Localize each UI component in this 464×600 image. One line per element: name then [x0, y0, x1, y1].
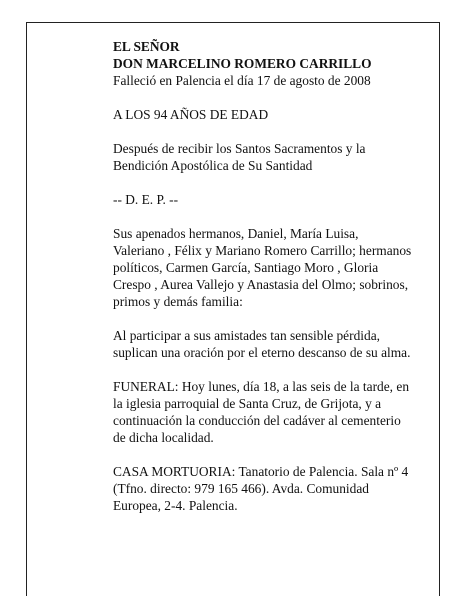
obituary-notice [113, 38, 423, 531]
mortuary-line: Europea, 2-4. Palencia. [113, 498, 238, 513]
prayer-line: suplican una oración por el eterno descanso de su alma. [113, 345, 411, 360]
family-line: primos y demás familia: [113, 294, 243, 309]
family-line: Crespo , Aurea Vallejo y Anastasia del Olmo; sobrinos, [113, 277, 409, 292]
prayer-paragraph [113, 327, 423, 361]
family-line: Sus apenados hermanos, Daniel, María Luisa, [113, 226, 359, 241]
funeral-line: de dicha localidad. [113, 430, 214, 445]
notice-header [113, 38, 423, 89]
sacraments-paragraph [113, 140, 423, 174]
funeral-line: la iglesia parroquial de Santa Cruz, de Grijota, y a [113, 396, 382, 411]
age-text: A LOS 94 AÑOS DE EDAD [113, 107, 269, 122]
mortuary-line: (Tfno. directo: 979 165 466). Avda. Comunidad [113, 481, 369, 496]
mortuary-paragraph [113, 463, 423, 514]
rip-paragraph [113, 191, 423, 208]
sacraments-line: Bendición Apostólica de Su Santidad [113, 158, 313, 173]
prayer-line: Al participar a sus amistades tan sensible pérdida, [113, 328, 380, 343]
funeral-paragraph [113, 378, 423, 446]
age-paragraph [113, 106, 423, 123]
mortuary-line: CASA MORTUORIA: Tanatorio de Palencia. Sala nº 4 [113, 464, 409, 479]
deceased-name: DON MARCELINO ROMERO CARRILLO [113, 56, 372, 71]
family-line: políticos, Carmen García, Santiago Moro , Gloria [113, 260, 379, 275]
rip-text: -- D. E. P. -- [113, 192, 179, 207]
family-line: Valeriano , Félix y Mariano Romero Carrillo; hermanos [113, 243, 412, 258]
family-paragraph [113, 225, 423, 310]
funeral-line: FUNERAL: Hoy lunes, día 18, a las seis de la tarde, en [113, 379, 410, 394]
funeral-line: continuación la conducción del cadáver al cementerio [113, 413, 401, 428]
death-info: Falleció en Palencia el día 17 de agosto de 2008 [113, 73, 371, 88]
notice-title-line-1: EL SEÑOR [113, 39, 180, 54]
sacraments-line: Después de recibir los Santos Sacramentos y la [113, 141, 366, 156]
